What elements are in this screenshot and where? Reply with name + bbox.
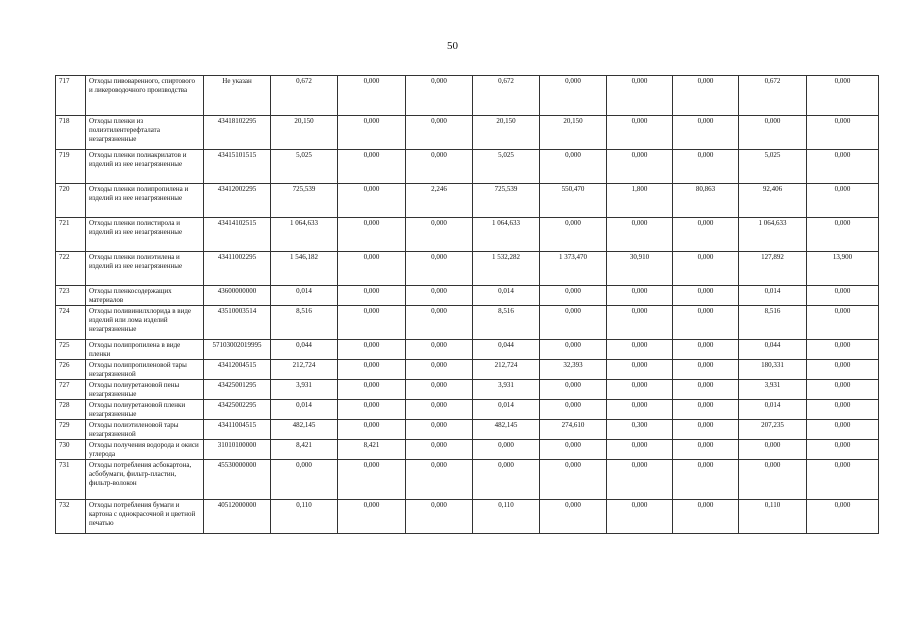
value-cell: 0,000 <box>807 500 879 534</box>
row-number-cell: 723 <box>56 286 86 306</box>
value-cell: 0,000 <box>673 116 739 150</box>
value-cell: 0,000 <box>406 340 473 360</box>
value-cell: 212,724 <box>473 360 540 380</box>
value-cell: 80,863 <box>673 184 739 218</box>
value-cell: 0,000 <box>607 116 673 150</box>
value-cell: 0,000 <box>807 360 879 380</box>
waste-name-cell: Отходы пленкосодержащих материалов <box>86 286 204 306</box>
table-row <box>56 286 879 306</box>
row-number-cell: 718 <box>56 116 86 150</box>
value-cell: 0,000 <box>338 400 406 420</box>
value-cell: 1 064,633 <box>739 218 807 252</box>
value-cell: 127,892 <box>739 252 807 286</box>
table-row <box>56 460 879 500</box>
waste-code-cell: 57103002019995 <box>204 340 271 360</box>
value-cell: 0,014 <box>739 400 807 420</box>
value-cell: 0,000 <box>739 460 807 500</box>
table-row <box>56 420 879 440</box>
value-cell: 0,000 <box>406 306 473 340</box>
value-cell: 0,000 <box>607 340 673 360</box>
value-cell: 0,000 <box>338 286 406 306</box>
value-cell: 0,000 <box>673 76 739 116</box>
table-row <box>56 150 879 184</box>
value-cell: 8,516 <box>271 306 338 340</box>
row-number-cell: 732 <box>56 500 86 534</box>
waste-code-cell: 43414102515 <box>204 218 271 252</box>
value-cell: 0,014 <box>473 286 540 306</box>
value-cell: 0,044 <box>271 340 338 360</box>
waste-code-cell: 43600000000 <box>204 286 271 306</box>
value-cell: 207,235 <box>739 420 807 440</box>
value-cell: 0,000 <box>807 218 879 252</box>
value-cell: 0,000 <box>473 460 540 500</box>
value-cell: 1 064,633 <box>271 218 338 252</box>
waste-code-cell: 40512000000 <box>204 500 271 534</box>
value-cell: 0,000 <box>607 500 673 534</box>
value-cell: 482,145 <box>271 420 338 440</box>
value-cell: 0,000 <box>807 440 879 460</box>
value-cell: 0,110 <box>271 500 338 534</box>
waste-name-cell: Отходы получения водорода и окиси углерода <box>86 440 204 460</box>
value-cell: 0,000 <box>807 400 879 420</box>
waste-code-cell: Не указан <box>204 76 271 116</box>
table-row <box>56 440 879 460</box>
table-row <box>56 306 879 340</box>
waste-name-cell: Отходы полипропиленовой тары незагрязненной <box>86 360 204 380</box>
row-number-cell: 731 <box>56 460 86 500</box>
value-cell: 3,931 <box>271 380 338 400</box>
value-cell: 0,672 <box>739 76 807 116</box>
value-cell: 8,516 <box>739 306 807 340</box>
waste-code-cell: 43411002295 <box>204 252 271 286</box>
value-cell: 0,000 <box>673 400 739 420</box>
row-number-cell: 726 <box>56 360 86 380</box>
value-cell: 0,000 <box>607 150 673 184</box>
table-row <box>56 218 879 252</box>
value-cell: 0,000 <box>673 360 739 380</box>
value-cell: 0,014 <box>739 286 807 306</box>
row-number-cell: 727 <box>56 380 86 400</box>
value-cell: 0,044 <box>739 340 807 360</box>
waste-name-cell: Отходы пленки полипропилена и изделий из нее незагрязненные <box>86 184 204 218</box>
value-cell: 0,672 <box>473 76 540 116</box>
value-cell: 0,000 <box>807 286 879 306</box>
value-cell: 725,539 <box>473 184 540 218</box>
waste-name-cell: Отходы потребления асбокартона, асбобумаги, фильтр-пластин, фильтр-волокон <box>86 460 204 500</box>
row-number-cell: 717 <box>56 76 86 116</box>
value-cell: 92,406 <box>739 184 807 218</box>
value-cell: 0,000 <box>540 286 607 306</box>
value-cell: 0,000 <box>338 460 406 500</box>
value-cell: 0,000 <box>807 306 879 340</box>
value-cell: 0,000 <box>540 306 607 340</box>
waste-code-cell: 31010100000 <box>204 440 271 460</box>
value-cell: 0,000 <box>673 500 739 534</box>
value-cell: 0,000 <box>607 400 673 420</box>
value-cell: 0,000 <box>607 360 673 380</box>
value-cell: 0,000 <box>607 380 673 400</box>
table-body <box>56 76 879 534</box>
value-cell: 0,000 <box>739 440 807 460</box>
value-cell: 0,000 <box>271 460 338 500</box>
value-cell: 0,000 <box>673 440 739 460</box>
row-number-cell: 725 <box>56 340 86 360</box>
value-cell: 0,000 <box>807 460 879 500</box>
value-cell: 0,000 <box>607 460 673 500</box>
value-cell: 0,000 <box>807 340 879 360</box>
value-cell: 1 546,182 <box>271 252 338 286</box>
waste-code-cell: 43412004515 <box>204 360 271 380</box>
value-cell: 0,000 <box>406 500 473 534</box>
value-cell: 20,150 <box>473 116 540 150</box>
value-cell: 0,000 <box>406 400 473 420</box>
value-cell: 0,000 <box>540 400 607 420</box>
waste-name-cell: Отходы пленки из полиэтилентерефталата незагрязненные <box>86 116 204 150</box>
value-cell: 0,000 <box>406 460 473 500</box>
value-cell: 0,000 <box>807 184 879 218</box>
value-cell: 0,000 <box>607 218 673 252</box>
row-number-cell: 719 <box>56 150 86 184</box>
value-cell: 0,000 <box>807 420 879 440</box>
value-cell: 0,000 <box>607 76 673 116</box>
value-cell: 0,000 <box>338 380 406 400</box>
value-cell: 0,000 <box>406 218 473 252</box>
value-cell: 8,516 <box>473 306 540 340</box>
value-cell: 274,610 <box>540 420 607 440</box>
value-cell: 0,014 <box>271 286 338 306</box>
table-row <box>56 380 879 400</box>
value-cell: 0,000 <box>406 150 473 184</box>
value-cell: 5,025 <box>739 150 807 184</box>
waste-name-cell: Отходы пленки полиэтилена и изделий из нее незагрязненные <box>86 252 204 286</box>
value-cell: 1 064,633 <box>473 218 540 252</box>
table-row <box>56 76 879 116</box>
row-number-cell: 720 <box>56 184 86 218</box>
value-cell: 0,000 <box>406 116 473 150</box>
value-cell: 0,000 <box>406 76 473 116</box>
value-cell: 3,931 <box>473 380 540 400</box>
value-cell: 0,000 <box>338 150 406 184</box>
value-cell: 0,110 <box>739 500 807 534</box>
value-cell: 0,000 <box>338 340 406 360</box>
value-cell: 0,000 <box>406 420 473 440</box>
waste-code-cell: 43415101515 <box>204 150 271 184</box>
value-cell: 0,014 <box>473 400 540 420</box>
value-cell: 0,000 <box>338 500 406 534</box>
value-cell: 1,800 <box>607 184 673 218</box>
value-cell: 0,000 <box>338 116 406 150</box>
value-cell: 2,246 <box>406 184 473 218</box>
row-number-cell: 722 <box>56 252 86 286</box>
value-cell: 0,000 <box>673 306 739 340</box>
value-cell: 0,300 <box>607 420 673 440</box>
value-cell: 0,000 <box>540 340 607 360</box>
table-row <box>56 184 879 218</box>
waste-name-cell: Отходы потребления бумаги и картона с однокрасочной и цветной печатью <box>86 500 204 534</box>
value-cell: 0,000 <box>673 380 739 400</box>
value-cell: 8,421 <box>338 440 406 460</box>
value-cell: 0,000 <box>338 420 406 440</box>
value-cell: 0,000 <box>807 150 879 184</box>
value-cell: 0,000 <box>739 116 807 150</box>
waste-name-cell: Отходы полиэтиленовой тары незагрязненной <box>86 420 204 440</box>
value-cell: 0,014 <box>271 400 338 420</box>
value-cell: 0,000 <box>673 286 739 306</box>
value-cell: 1 373,470 <box>540 252 607 286</box>
value-cell: 0,000 <box>807 116 879 150</box>
value-cell: 0,000 <box>406 286 473 306</box>
waste-name-cell: Отходы полиуретановой пены незагрязненные <box>86 380 204 400</box>
value-cell: 0,000 <box>406 252 473 286</box>
value-cell: 0,672 <box>271 76 338 116</box>
value-cell: 482,145 <box>473 420 540 440</box>
value-cell: 0,000 <box>607 286 673 306</box>
value-cell: 0,044 <box>473 340 540 360</box>
value-cell: 8,421 <box>271 440 338 460</box>
value-cell: 0,000 <box>406 440 473 460</box>
value-cell: 180,331 <box>739 360 807 380</box>
value-cell: 0,000 <box>338 184 406 218</box>
table-row <box>56 252 879 286</box>
value-cell: 0,000 <box>338 360 406 380</box>
value-cell: 0,000 <box>673 150 739 184</box>
value-cell: 1 532,282 <box>473 252 540 286</box>
value-cell: 550,470 <box>540 184 607 218</box>
value-cell: 0,000 <box>607 306 673 340</box>
value-cell: 0,000 <box>540 76 607 116</box>
value-cell: 0,000 <box>540 218 607 252</box>
waste-code-cell: 43425002295 <box>204 400 271 420</box>
table-row <box>56 400 879 420</box>
table-row <box>56 340 879 360</box>
waste-code-cell: 43510003514 <box>204 306 271 340</box>
waste-name-cell: Отходы пленки полиакрилатов и изделий из нее незагрязненные <box>86 150 204 184</box>
value-cell: 32,393 <box>540 360 607 380</box>
value-cell: 0,000 <box>406 380 473 400</box>
page-number: 50 <box>447 40 458 52</box>
waste-code-cell: 43418102295 <box>204 116 271 150</box>
waste-code-cell: 43411004515 <box>204 420 271 440</box>
value-cell: 0,000 <box>338 76 406 116</box>
value-cell: 0,000 <box>807 380 879 400</box>
waste-name-cell: Отходы полипропилена в виде пленки <box>86 340 204 360</box>
value-cell: 0,000 <box>540 380 607 400</box>
waste-code-cell: 43425001295 <box>204 380 271 400</box>
value-cell: 212,724 <box>271 360 338 380</box>
value-cell: 0,000 <box>673 340 739 360</box>
value-cell: 0,000 <box>338 218 406 252</box>
value-cell: 0,000 <box>540 150 607 184</box>
row-number-cell: 728 <box>56 400 86 420</box>
row-number-cell: 721 <box>56 218 86 252</box>
value-cell: 20,150 <box>271 116 338 150</box>
value-cell: 5,025 <box>473 150 540 184</box>
value-cell: 20,150 <box>540 116 607 150</box>
value-cell: 0,000 <box>473 440 540 460</box>
waste-name-cell: Отходы пленки полистирола и изделий из нее незагрязненные <box>86 218 204 252</box>
value-cell: 13,900 <box>807 252 879 286</box>
value-cell: 5,025 <box>271 150 338 184</box>
value-cell: 0,000 <box>540 460 607 500</box>
value-cell: 0,000 <box>338 252 406 286</box>
value-cell: 30,910 <box>607 252 673 286</box>
value-cell: 0,000 <box>338 306 406 340</box>
value-cell: 0,000 <box>607 440 673 460</box>
row-number-cell: 724 <box>56 306 86 340</box>
value-cell: 0,000 <box>406 360 473 380</box>
value-cell: 725,539 <box>271 184 338 218</box>
value-cell: 0,000 <box>673 252 739 286</box>
value-cell: 0,000 <box>673 420 739 440</box>
table-row <box>56 116 879 150</box>
value-cell: 0,110 <box>473 500 540 534</box>
value-cell: 0,000 <box>807 76 879 116</box>
table-row <box>56 360 879 380</box>
waste-table <box>55 75 879 534</box>
waste-code-cell: 43412002295 <box>204 184 271 218</box>
waste-name-cell: Отходы поливинилхлорида в виде изделий или лома изделий незагрязненные <box>86 306 204 340</box>
value-cell: 0,000 <box>673 460 739 500</box>
value-cell: 0,000 <box>673 218 739 252</box>
value-cell: 0,000 <box>540 440 607 460</box>
row-number-cell: 729 <box>56 420 86 440</box>
waste-code-cell: 45530000000 <box>204 460 271 500</box>
row-number-cell: 730 <box>56 440 86 460</box>
table-row <box>56 500 879 534</box>
waste-name-cell: Отходы полиуретановой пленки незагрязненные <box>86 400 204 420</box>
value-cell: 0,000 <box>540 500 607 534</box>
waste-name-cell: Отходы пивоваренного, спиртового и ликероводочного производства <box>86 76 204 116</box>
value-cell: 3,931 <box>739 380 807 400</box>
